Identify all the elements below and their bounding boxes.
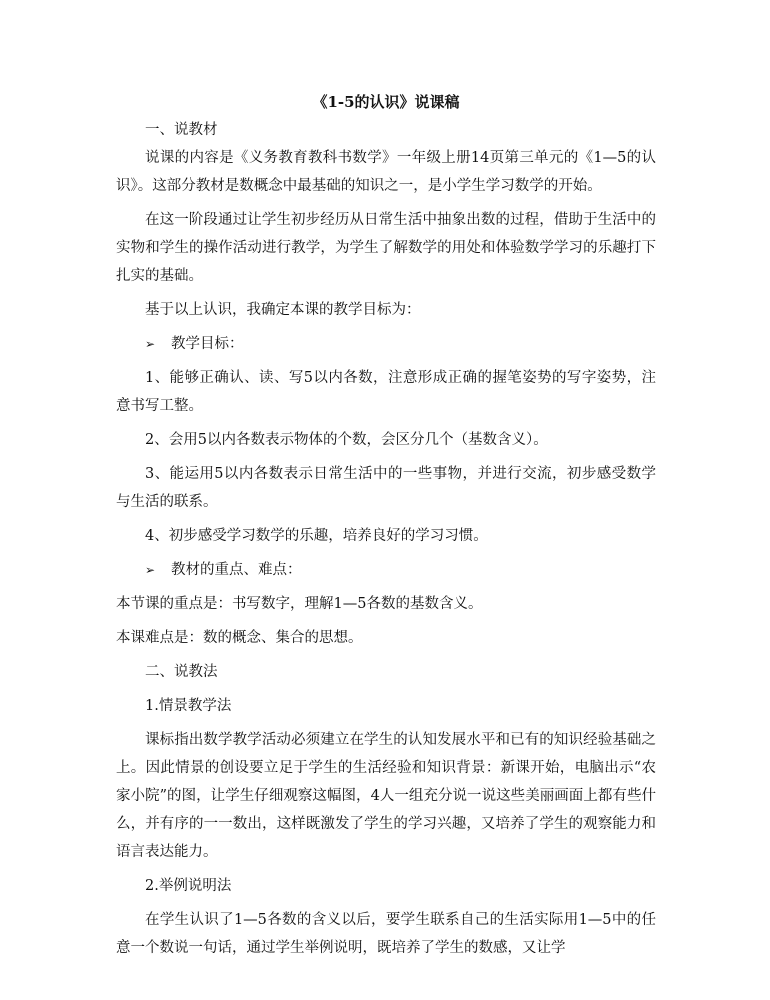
document-title: 《1-5的认识》说课稿 xyxy=(312,93,460,111)
arrow-bullet-icon: ➢ xyxy=(145,337,156,351)
bullet-teaching-goals xyxy=(116,330,656,358)
paragraph-scenario-method: 课标指出数学教学活动必须建立在学生的认知发展水平和已有的知识经验基础之上。因此情景的创设要立足于学生的生活经验和知识背景：新课开始，电脑出示“农家小院”的图，让学生仔细观察这幅图，4人一组充分说一说这些美丽画面上都有些什么，并有序的一一数出，这样既激发了学生的学习兴趣，又培养了学生的观察能力和语言表达能力。 xyxy=(116,732,656,860)
section-heading-teaching-method: 二、说教法 xyxy=(145,664,218,680)
paragraph-difficult-point: 本课难点是：数的概念、集合的思想。 xyxy=(116,630,363,646)
paragraph-goal-intro: 基于以上认识，我确定本课的教学目标为： xyxy=(145,302,421,318)
goal-item-2: 2、会用5以内各数表示物体的个数，会区分几个（基数含义）。 xyxy=(145,432,548,448)
goal-item-1: 1、能够正确认、读、写5以内各数，注意形成正确的握笔姿势的写字姿势，注意书写工整。 xyxy=(116,370,656,414)
bullet-label: 教学目标： xyxy=(171,336,244,352)
bullet-key-points xyxy=(116,556,656,584)
bullet-label: 教材的重点、难点： xyxy=(171,562,302,578)
paragraph-lesson-content: 说课的内容是《义务教育教科书数学》一年级上册14页第三单元的《1—5的认识》。这部分教材是数概念中最基础的知识之一，是小学生学习数学的开始。 xyxy=(116,150,656,194)
subheading-example-method: 2.举例说明法 xyxy=(145,878,232,894)
paragraph-example-method: 在学生认识了1—5各数的含义以后，要学生联系自己的生活实际用1—5中的任意一个数说一句话，通过学生举例说明，既培养了学生的数感，又让学 xyxy=(116,912,656,956)
goal-item-3: 3、能运用5以内各数表示日常生活中的一些事物，并进行交流，初步感受数学与生活的联系。 xyxy=(116,466,656,510)
document-body xyxy=(116,88,656,962)
goal-item-4: 4、初步感受学习数学的乐趣，培养良好的学习习惯。 xyxy=(145,528,488,544)
arrow-bullet-icon: ➢ xyxy=(145,563,156,577)
paragraph-stage-description: 在这一阶段通过让学生初步经历从日常生活中抽象出数的过程，借助于生活中的实物和学生的操作活动进行教学，为学生了解数学的用处和体验数学学习的乐趣打下扎实的基础。 xyxy=(116,212,656,284)
subheading-scenario-method: 1.情景教学法 xyxy=(145,698,232,714)
paragraph-key-point: 本节课的重点是：书写数字，理解1—5各数的基数含义。 xyxy=(116,596,483,612)
section-heading-teaching-material: 一、说教材 xyxy=(145,122,218,138)
